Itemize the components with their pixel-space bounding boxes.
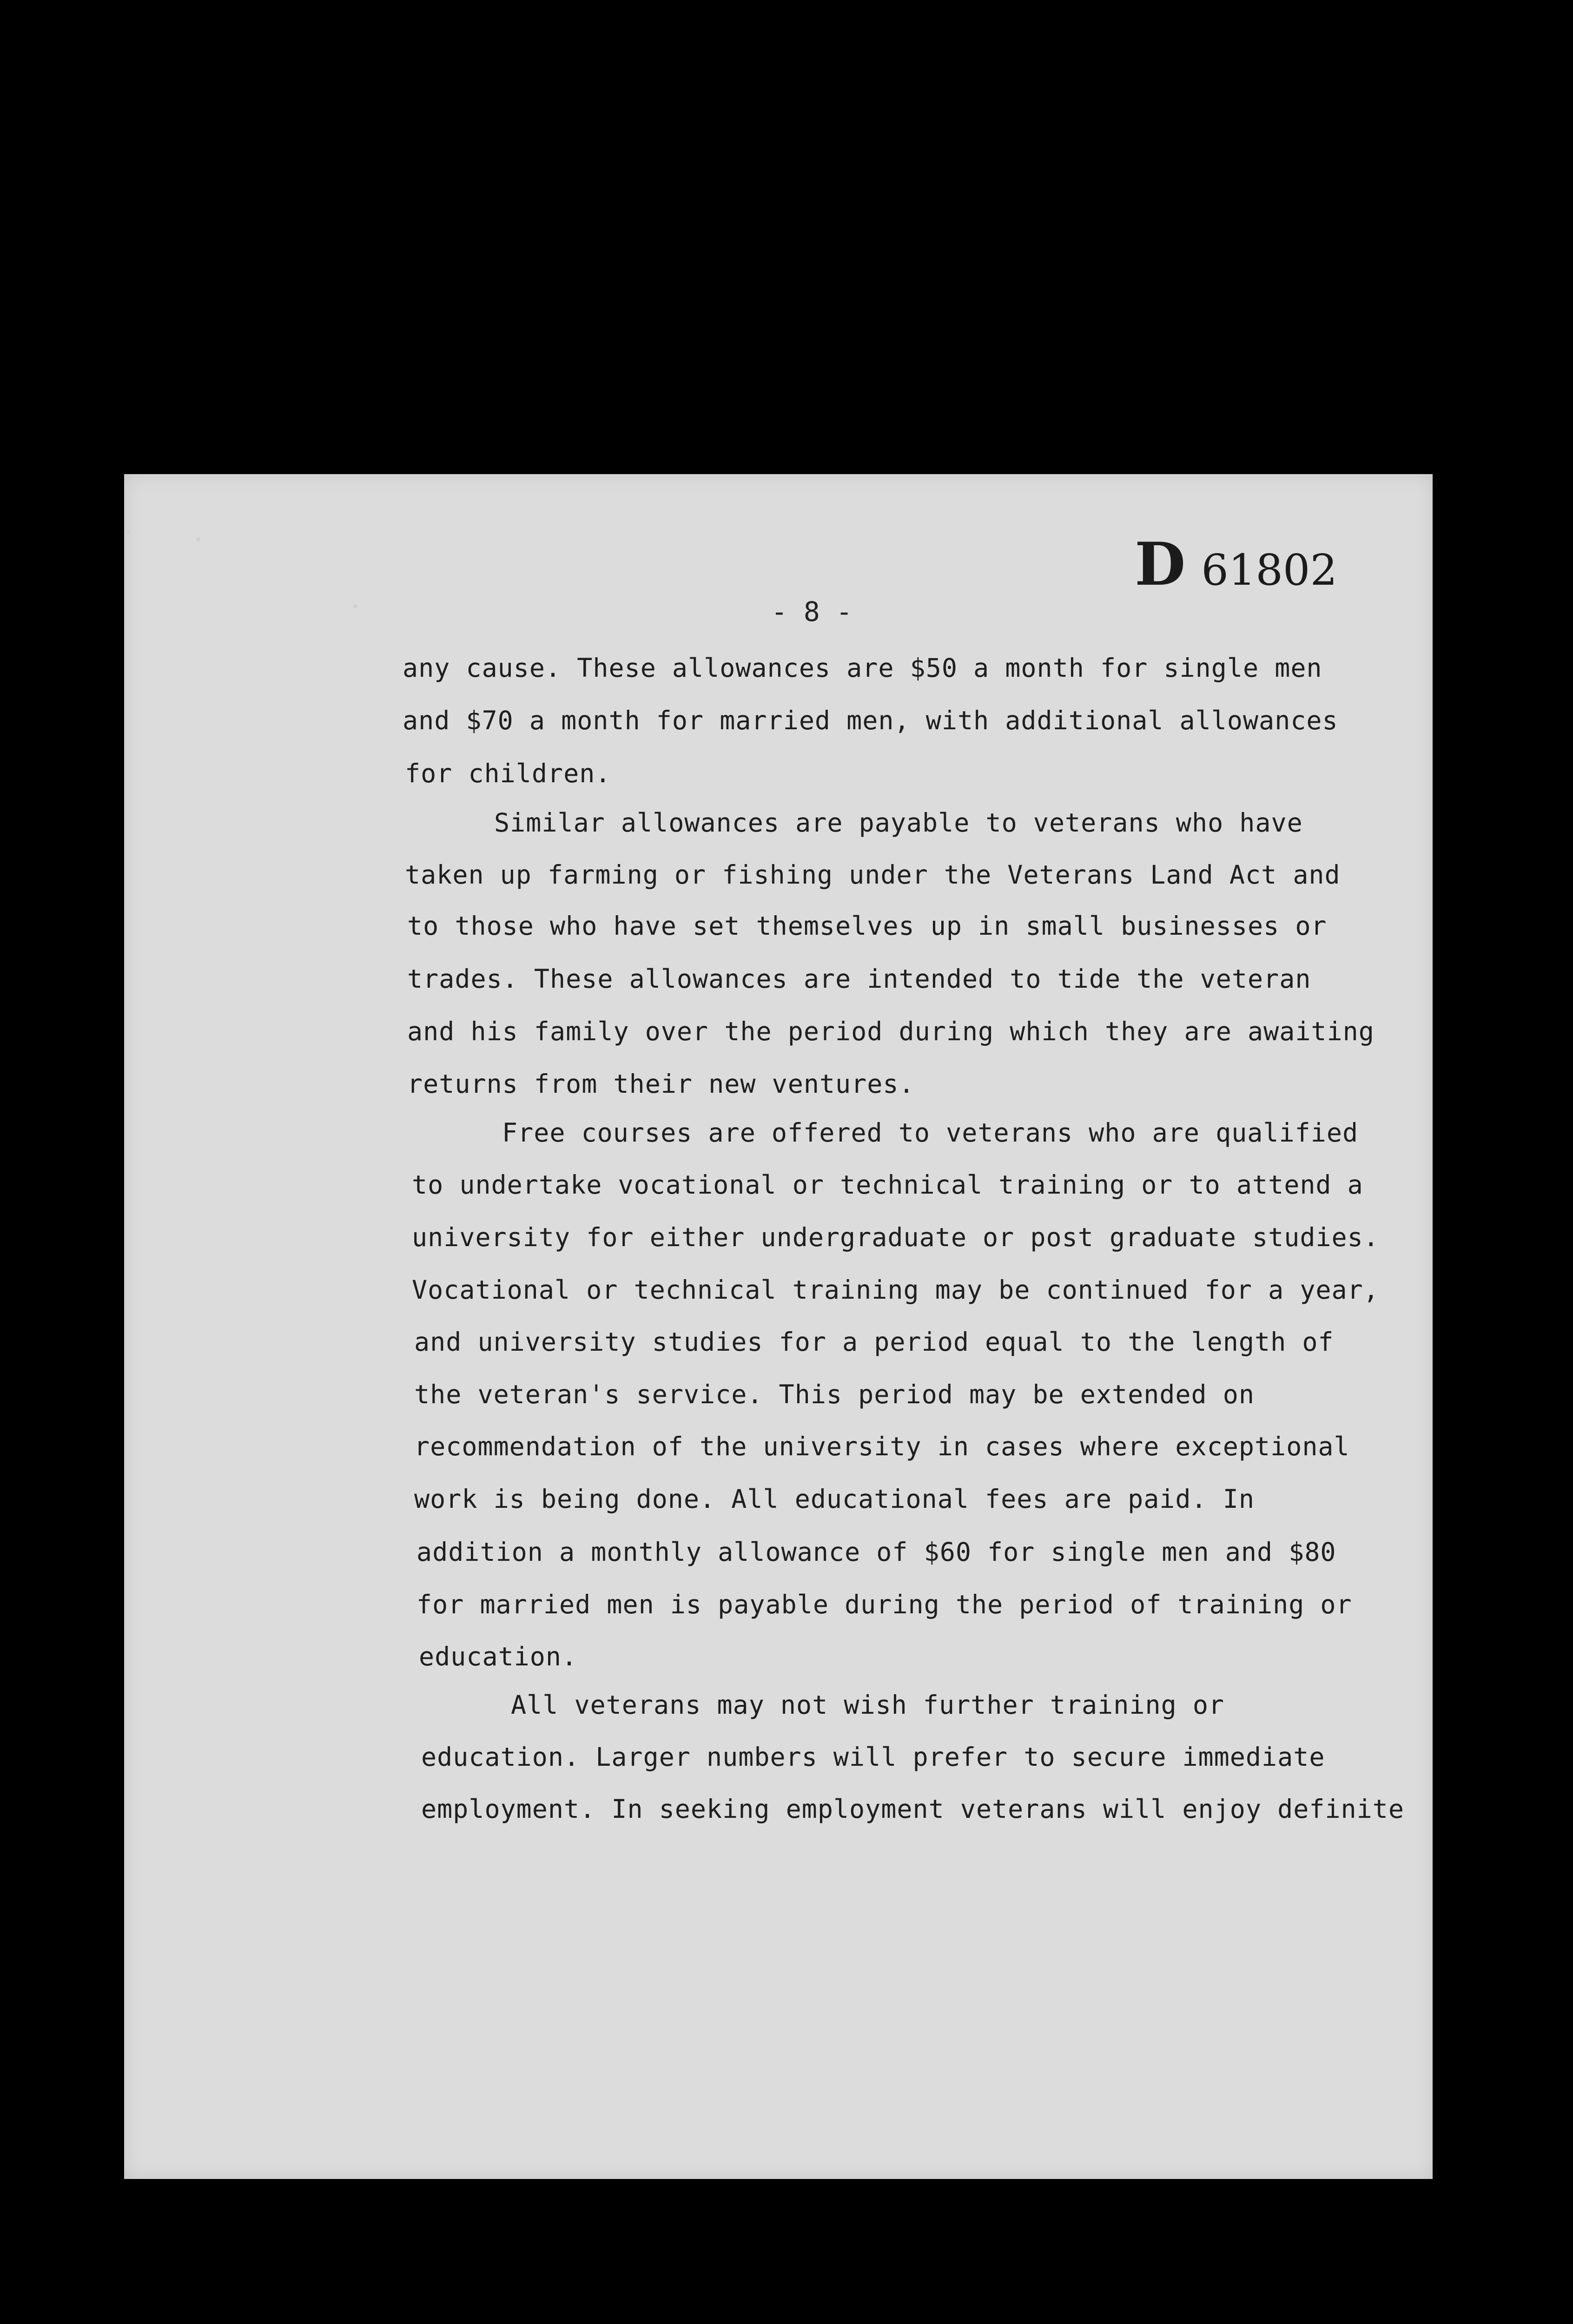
document-number-value: 61802 xyxy=(1201,545,1337,595)
scan-speck xyxy=(196,537,200,541)
scan-speck xyxy=(353,604,357,608)
text-line: All veterans may not wish further training or xyxy=(511,1690,1225,1720)
text-line: Vocational or technical training may be continued for a year, xyxy=(412,1275,1379,1305)
document-number xyxy=(1135,530,1337,599)
text-line: for children. xyxy=(405,759,611,788)
text-line: work is being done. All educational fees are paid. In xyxy=(414,1484,1255,1514)
text-line: the veteran's service. This period may be extended on xyxy=(414,1380,1255,1409)
text-line: for married men is payable during the period of training or xyxy=(416,1590,1352,1619)
text-line: returns from their new ventures. xyxy=(407,1069,915,1099)
text-line: and his family over the period during which they are awaiting xyxy=(407,1017,1375,1046)
text-line: university for either undergraduate or post graduate studies. xyxy=(412,1222,1379,1252)
text-line: taken up farming or fishing under the Veterans Land Act and xyxy=(405,860,1341,890)
text-line: education. Larger numbers will prefer to secure immediate xyxy=(421,1742,1325,1772)
document-number-prefix: D xyxy=(1135,530,1186,599)
text-line: and $70 a month for married men, with additional allowances xyxy=(403,706,1338,735)
text-line: to undertake vocational or technical training or to attend a xyxy=(412,1170,1363,1200)
text-line: any cause. These allowances are $50 a month for single men xyxy=(403,653,1322,683)
text-line: to those who have set themselves up in small businesses or xyxy=(407,911,1327,941)
text-line: Similar allowances are payable to veterans who have xyxy=(494,808,1303,838)
text-line: recommendation of the university in cases where exceptional xyxy=(414,1432,1350,1461)
text-line: addition a monthly allowance of $60 for single men and $80 xyxy=(416,1537,1336,1567)
text-line: trades. These allowances are intended to tide the veteran xyxy=(407,964,1311,994)
text-line: Free courses are offered to veterans who are qualified xyxy=(502,1118,1359,1148)
text-line: education. xyxy=(419,1642,578,1671)
page-number: - 8 - xyxy=(771,596,853,627)
text-line: and university studies for a period equal to the length of xyxy=(414,1327,1334,1357)
scan-speck xyxy=(126,530,130,534)
text-line: employment. In seeking employment veterans will enjoy definite xyxy=(421,1794,1404,1824)
document-page xyxy=(124,474,1433,2179)
